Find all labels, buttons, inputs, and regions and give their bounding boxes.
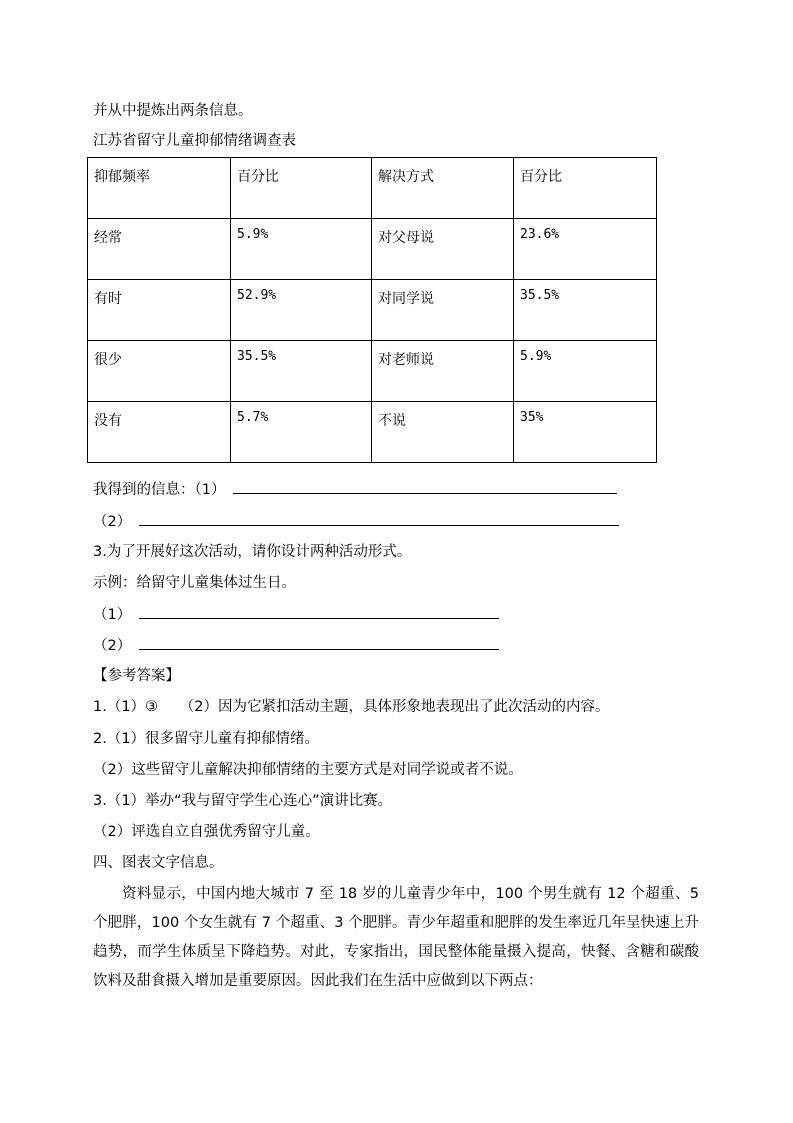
percent-cell: 35.5% xyxy=(514,280,657,341)
header-cell: 抑郁频率 xyxy=(88,158,231,219)
info-label-2: （2） xyxy=(93,514,132,530)
activity-answer-1-field[interactable] xyxy=(139,604,499,619)
answer-line: （2）这些留守儿童解决抑郁情绪的主要方式是对同学说或者不说。 xyxy=(93,762,523,778)
header-cell: 百分比 xyxy=(514,158,657,219)
activity-line-2 xyxy=(93,635,499,656)
method-cell: 不说 xyxy=(372,402,514,463)
table-row xyxy=(88,402,657,463)
percent-cell: 5.9% xyxy=(514,341,657,402)
example-line: 示例：给留守儿童集体过生日。 xyxy=(93,575,296,591)
header-cell: 解决方式 xyxy=(372,158,514,219)
info-line-1 xyxy=(93,479,617,500)
info-answer-2-field[interactable] xyxy=(139,511,619,526)
frequency-cell: 有时 xyxy=(88,280,231,341)
percent-cell: 5.9% xyxy=(231,219,372,280)
frequency-cell: 没有 xyxy=(88,402,231,463)
answer-line: 2.（1）很多留守儿童有抑郁情绪。 xyxy=(93,731,320,747)
frequency-cell: 很少 xyxy=(88,341,231,402)
question-3: 3.为了开展好这次活动，请你设计两种活动形式。 xyxy=(93,544,412,560)
section-4-paragraph: 资料显示，中国内地大城市 7 至 18 岁的儿童青少年中，100 个男生就有 12 个超重、5 个肥胖，100 个女生就有 7 个超重、3 个肥胖。青少年超重和肥胖的发生率近几年呈快速上升趋势，而学生体质呈下降趋势。对此，专家指出，国民整体能量摄入提高，快餐、含糖和碳酸饮料及甜食摄入增加是重要原因。因此我们在生活中应做到以下两点： xyxy=(93,886,699,989)
percent-cell: 5.7% xyxy=(231,402,372,463)
activity-answer-2-field[interactable] xyxy=(139,635,499,650)
percent-cell: 35% xyxy=(514,402,657,463)
table-title: 江苏省留守儿童抑郁情绪调查表 xyxy=(93,133,296,149)
info-line-2 xyxy=(93,511,619,532)
header-cell: 百分比 xyxy=(231,158,372,219)
method-cell: 对同学说 xyxy=(372,280,514,341)
method-cell: 对老师说 xyxy=(372,341,514,402)
table-row xyxy=(88,341,657,402)
survey-table xyxy=(87,157,657,463)
answer-line: 1.（1）③ （2）因为它紧扣活动主题，具体形象地表现出了此次活动的内容。 xyxy=(93,699,610,715)
answer-header: 【参考答案】 xyxy=(93,668,180,684)
answer-line: （2）评选自立自强优秀留守儿童。 xyxy=(93,824,320,840)
info-answer-1-field[interactable] xyxy=(233,479,617,494)
percent-cell: 23.6% xyxy=(514,219,657,280)
table-row xyxy=(88,280,657,341)
method-cell: 对父母说 xyxy=(372,219,514,280)
info-label: 我得到的信息：（1） xyxy=(93,482,226,498)
activity-label-1: （1） xyxy=(93,607,132,623)
table-row xyxy=(88,219,657,280)
intro-line: 并从中提炼出两条信息。 xyxy=(93,103,253,119)
percent-cell: 52.9% xyxy=(231,280,372,341)
frequency-cell: 经常 xyxy=(88,219,231,280)
activity-line-1 xyxy=(93,604,499,625)
activity-label-2: （2） xyxy=(93,638,132,654)
answer-line: 3.（1）举办“我与留守学生心连心”演讲比赛。 xyxy=(93,793,393,809)
percent-cell: 35.5% xyxy=(231,341,372,402)
section-4-heading: 四、图表文字信息。 xyxy=(93,855,224,871)
table-header-row xyxy=(88,158,657,219)
